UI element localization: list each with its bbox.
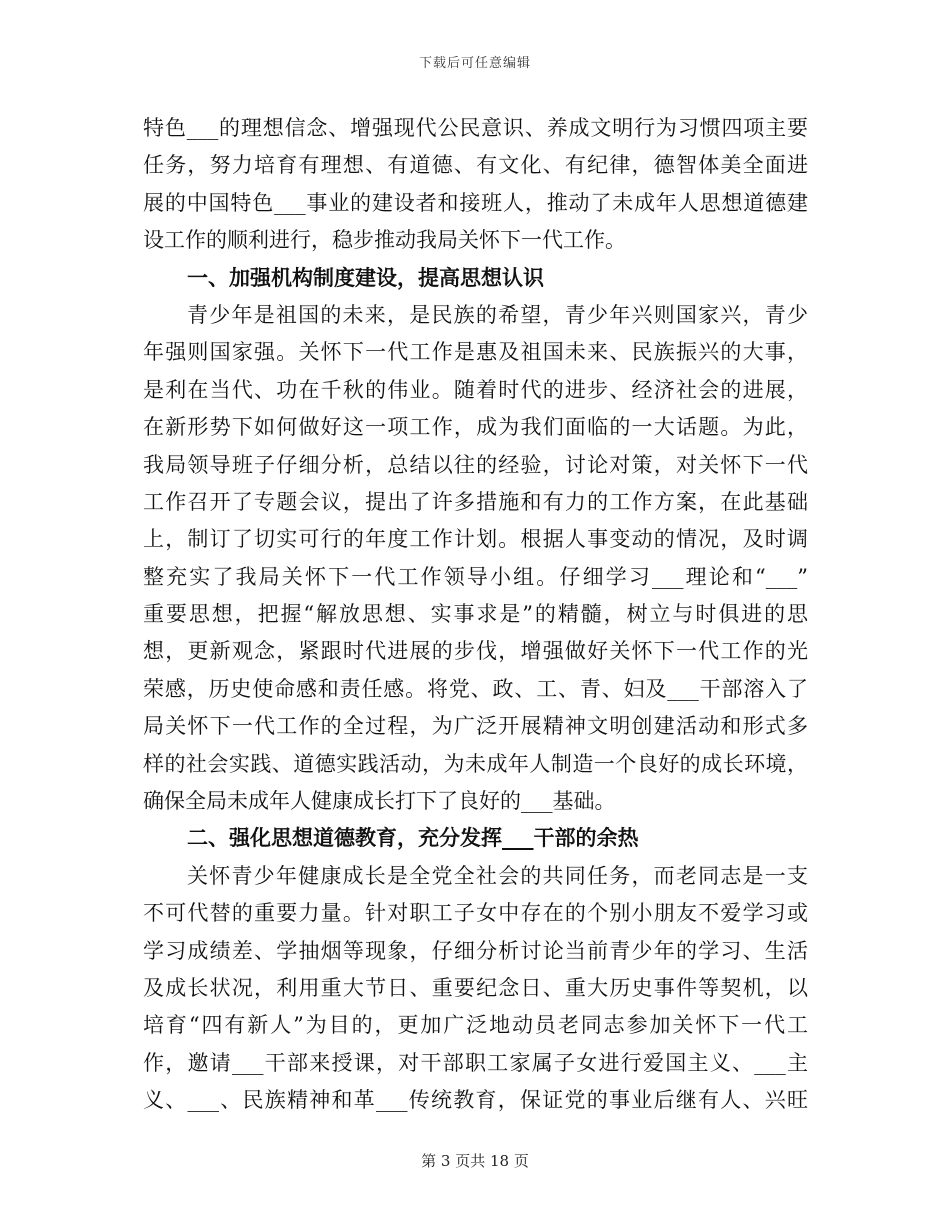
body-line: 荣感，历史使命感和责任感。将党、政、工、青、妇及___干部溶入了: [143, 676, 808, 701]
body-line: 设工作的顺利进行，稳步推动我局关怀下一代工作。: [143, 228, 626, 253]
page-header: 下载后可任意编辑: [418, 56, 531, 71]
document-body: [143, 110, 808, 1120]
section-heading-2: 二、强化思想道德教育，充分发挥___干部的余热: [187, 826, 639, 851]
body-line: 及成长状况，利用重大节日、重要纪念日、重大历史事件等契机，以: [143, 975, 808, 1000]
body-line: 重要思想，把握“解放思想、实事求是”的精髓，树立与时俱进的思: [143, 602, 808, 627]
body-line: 培育“四有新人”为目的，更加广泛地动员老同志参加关怀下一代工: [143, 1013, 808, 1038]
body-line: 关怀青少年健康成长是全党全社会的共同任务，而老同志是一支: [187, 863, 808, 888]
page-number: 第 3 页共 18 页: [421, 1152, 529, 1170]
body-line: 工作召开了专题会议，提出了许多措施和有力的工作方案，在此基础: [143, 489, 808, 514]
body-line: 特色___的理想信念、增强现代公民意识、养成文明行为习惯四项主要: [143, 116, 808, 140]
body-line: 是利在当代、功在千秋的伟业。随着时代的进步、经济社会的进展，: [143, 377, 808, 402]
body-line: 确保全局未成年人健康成长打下了良好的___基础。: [143, 789, 616, 814]
body-line: 在新形势下如何做好这一项工作，成为我们面临的一大话题。为此，: [143, 415, 808, 440]
body-line: 我局领导班子仔细分析，总结以往的经验，讨论对策，对关怀下一代: [143, 452, 808, 477]
body-line: 不可代替的重要力量。针对职工子女中存在的个别小朋友不爱学习或: [143, 901, 808, 926]
body-line: 青少年是祖国的未来，是民族的希望，青少年兴则国家兴，青少: [187, 302, 808, 327]
body-line: 展的中国特色___事业的建设者和接班人，推动了未成年人思想道德建: [143, 190, 808, 215]
body-line: 想，更新观念，紧跟时代进展的步伐，增强做好关怀下一代工作的光: [143, 639, 808, 664]
body-line: 任务，努力培育有理想、有道德、有文化、有纪律，德智体美全面进: [143, 153, 808, 178]
body-line: 上，制订了切实可行的年度工作计划。根据人事变动的情况，及时调: [143, 527, 808, 552]
body-line: 年强则国家强。关怀下一代工作是惠及祖国未来、民族振兴的大事，: [143, 340, 808, 365]
body-line: 义、___、民族精神和革___传统教育，保证党的事业后继有人、兴旺: [143, 1088, 808, 1113]
body-line: 样的社会实践、道德实践活动，为未成年人制造一个良好的成长环境，: [143, 751, 808, 776]
section-heading-1: 一、加强机构制度建设，提高思想认识: [187, 265, 544, 290]
body-line: 作，邀请___干部来授课，对干部职工家属子女进行爱国主义、___主: [143, 1050, 808, 1075]
body-line: 学习成绩差、学抽烟等现象，仔细分析讨论当前青少年的学习、生活: [143, 938, 808, 963]
body-line: 局关怀下一代工作的全过程，为广泛开展精神文明创建活动和形式多: [143, 714, 808, 739]
body-line: 整充实了我局关怀下一代工作领导小组。仔细学习___理论和“___”: [143, 564, 808, 589]
